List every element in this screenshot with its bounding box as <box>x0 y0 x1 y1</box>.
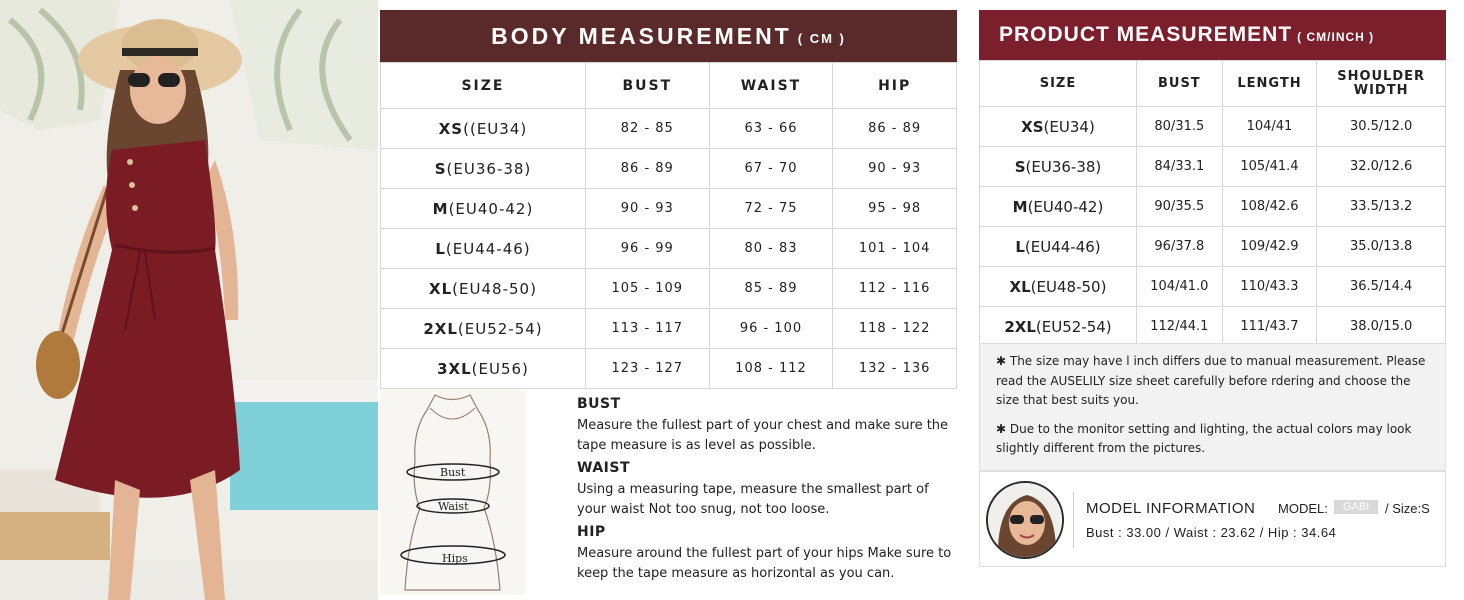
size-cell <box>980 267 1137 307</box>
waist-heading: WAIST <box>577 460 630 476</box>
hip-cell: 118 - 122 <box>833 309 957 349</box>
model-name-badge: GABI <box>1334 500 1378 514</box>
product-measurement-panel <box>979 10 1446 347</box>
table-row <box>980 187 1446 227</box>
header-hip: HIP <box>833 63 957 109</box>
bust-heading: BUST <box>577 396 621 412</box>
size-cell <box>980 227 1137 267</box>
hip-cell: 86 - 89 <box>833 109 957 149</box>
shoulder-cell: 35.0/13.8 <box>1317 227 1446 267</box>
table-row <box>381 269 957 309</box>
header-shoulder-line2: WIDTH <box>1353 82 1409 98</box>
header-waist: WAIST <box>709 63 833 109</box>
product-measurement-title: PRODUCT MEASUREMENT <box>999 23 1293 46</box>
waist-cell: 85 - 89 <box>709 269 833 309</box>
hip-cell: 112 - 116 <box>833 269 957 309</box>
hip-cell: 101 - 104 <box>833 229 957 269</box>
size-cell <box>381 149 586 189</box>
header-bust: BUST <box>585 63 709 109</box>
size-code: XS <box>1021 117 1044 136</box>
bust-cell: 82 - 85 <box>585 109 709 149</box>
bust-cell: 96 - 99 <box>585 229 709 269</box>
header-size: SIZE <box>980 61 1137 107</box>
model-photo-illustration <box>0 0 378 600</box>
header-bust: BUST <box>1136 61 1222 107</box>
note-item <box>996 352 1429 411</box>
table-row <box>980 227 1446 267</box>
bust-cell: 96/37.8 <box>1136 227 1222 267</box>
size-cell <box>980 107 1137 147</box>
guide-text <box>577 392 952 584</box>
size-cell <box>980 147 1137 187</box>
asterisk-icon: ✱ <box>996 421 1010 436</box>
table-row <box>381 309 957 349</box>
size-cell <box>381 109 586 149</box>
header-size: SIZE <box>381 63 586 109</box>
hip-heading: HIP <box>577 524 606 540</box>
size-cell <box>980 187 1137 227</box>
shoulder-cell: 32.0/12.6 <box>1317 147 1446 187</box>
size-eu: (EU40-42) <box>448 199 534 218</box>
product-measurement-unit: ( CM/INCH ) <box>1297 29 1375 44</box>
length-cell: 104/41 <box>1222 107 1317 147</box>
note-item <box>996 420 1429 459</box>
waist-cell: 96 - 100 <box>709 309 833 349</box>
bust-cell: 86 - 89 <box>585 149 709 189</box>
bust-cell: 90 - 93 <box>585 189 709 229</box>
body-measurement-panel <box>380 10 957 389</box>
table-row <box>980 107 1446 147</box>
size-cell <box>381 229 586 269</box>
length-cell: 110/43.3 <box>1222 267 1317 307</box>
model-info-title: MODEL INFORMATION <box>1086 500 1256 517</box>
waist-cell: 80 - 83 <box>709 229 833 269</box>
size-code: L <box>435 239 446 258</box>
hip-description: Measure around the fullest part of your hips Make sure to keep the tape measure as horizontal as you can. <box>577 546 952 581</box>
size-code: M <box>1012 197 1028 216</box>
size-eu: (EU44-46) <box>1024 237 1101 256</box>
size-code: L <box>1015 237 1025 256</box>
product-measurement-banner <box>979 10 1446 60</box>
size-eu: (EU48-50) <box>452 279 537 298</box>
model-stats: Bust : 33.00 / Waist : 23.62 / Hip : 34.64 <box>1086 525 1337 540</box>
note-text-1: The size may have l inch differs due to manual measurement. Please read the AUSELILY size sheet carefully before rdering and choose the size that best suits you. <box>996 354 1426 407</box>
body-measurement-banner <box>380 10 957 62</box>
size-notes <box>979 343 1446 471</box>
note-text-2: Due to the monitor setting and lighting, the actual colors may look slightly different from the pictures. <box>996 421 1412 455</box>
table-row <box>381 229 957 269</box>
size-eu: (EU36-38) <box>1025 157 1102 176</box>
bust-description: Measure the fullest part of your chest and make sure the tape measure is as level as possible. <box>577 418 949 453</box>
table-row <box>980 147 1446 187</box>
size-eu: (EU52-54) <box>457 319 543 338</box>
table-row <box>980 267 1446 307</box>
bust-cell: 123 - 127 <box>585 349 709 389</box>
size-eu: (EU34) <box>1043 117 1095 136</box>
size-eu: (EU44-46) <box>445 239 531 258</box>
bust-cell: 90/35.5 <box>1136 187 1222 227</box>
figure-label-hips: Hips <box>442 552 468 565</box>
size-eu: (EU40-42) <box>1027 197 1104 216</box>
header-length: LENGTH <box>1222 61 1317 107</box>
size-code: 2XL <box>423 319 458 338</box>
shoulder-cell: 36.5/14.4 <box>1317 267 1446 307</box>
table-header-row <box>381 63 957 109</box>
size-cell <box>381 269 586 309</box>
size-cell <box>980 307 1137 347</box>
asterisk-icon: ✱ <box>996 354 1010 368</box>
waist-cell: 63 - 66 <box>709 109 833 149</box>
length-cell: 109/42.9 <box>1222 227 1317 267</box>
shoulder-cell: 30.5/12.0 <box>1317 107 1446 147</box>
size-code: XL <box>429 279 453 298</box>
size-eu: ((EU34) <box>463 119 528 138</box>
size-cell <box>381 309 586 349</box>
shoulder-cell: 33.5/13.2 <box>1317 187 1446 227</box>
size-code: 2XL <box>1004 317 1036 336</box>
table-header-row <box>980 61 1446 107</box>
body-figure-diagram <box>380 390 525 595</box>
body-measurement-unit: ( CM ) <box>797 30 846 46</box>
table-row <box>381 349 957 389</box>
size-code: M <box>432 199 449 218</box>
size-eu: (EU52-54) <box>1035 317 1112 336</box>
size-code: S <box>434 159 447 178</box>
model-avatar-image <box>988 483 1064 559</box>
bust-cell: 104/41.0 <box>1136 267 1222 307</box>
size-cell <box>381 189 586 229</box>
hip-cell: 90 - 93 <box>833 149 957 189</box>
length-cell: 111/43.7 <box>1222 307 1317 347</box>
measuring-guide <box>380 390 957 595</box>
bust-cell: 84/33.1 <box>1136 147 1222 187</box>
size-code: XS <box>438 119 464 138</box>
table-row <box>381 109 957 149</box>
waist-description: Using a measuring tape, measure the smallest part of your waist Not too snug, not too loose. <box>577 482 929 517</box>
body-measurement-table <box>380 62 957 389</box>
figure-label-bust: Bust <box>440 466 466 479</box>
divider <box>1073 492 1074 548</box>
model-photo <box>0 0 378 600</box>
size-eu: (EU56) <box>471 359 529 378</box>
body-figure-icon <box>380 390 525 595</box>
size-cell <box>381 349 586 389</box>
figure-label-waist: Waist <box>438 500 469 513</box>
size-code: 3XL <box>437 359 472 378</box>
body-measurement-title: BODY MEASUREMENT <box>491 22 792 49</box>
size-eu: (EU48-50) <box>1030 277 1107 296</box>
model-information <box>979 471 1446 567</box>
bust-cell: 105 - 109 <box>585 269 709 309</box>
model-size: / Size:S <box>1385 501 1430 516</box>
waist-cell: 67 - 70 <box>709 149 833 189</box>
bust-cell: 80/31.5 <box>1136 107 1222 147</box>
size-code: XL <box>1009 277 1031 296</box>
bust-cell: 112/44.1 <box>1136 307 1222 347</box>
size-code: S <box>1014 157 1026 176</box>
header-shoulder-line1: SHOULDER <box>1337 68 1426 84</box>
table-row <box>381 189 957 229</box>
model-avatar <box>986 481 1064 559</box>
waist-cell: 108 - 112 <box>709 349 833 389</box>
table-row <box>381 149 957 189</box>
table-row <box>980 307 1446 347</box>
size-eu: (EU36-38) <box>446 159 532 178</box>
waist-cell: 72 - 75 <box>709 189 833 229</box>
header-shoulder-width <box>1317 61 1446 107</box>
product-measurement-table <box>979 60 1446 347</box>
shoulder-cell: 38.0/15.0 <box>1317 307 1446 347</box>
length-cell: 108/42.6 <box>1222 187 1317 227</box>
bust-cell: 113 - 117 <box>585 309 709 349</box>
hip-cell: 95 - 98 <box>833 189 957 229</box>
length-cell: 105/41.4 <box>1222 147 1317 187</box>
model-name-label: MODEL: <box>1278 501 1328 516</box>
hip-cell: 132 - 136 <box>833 349 957 389</box>
